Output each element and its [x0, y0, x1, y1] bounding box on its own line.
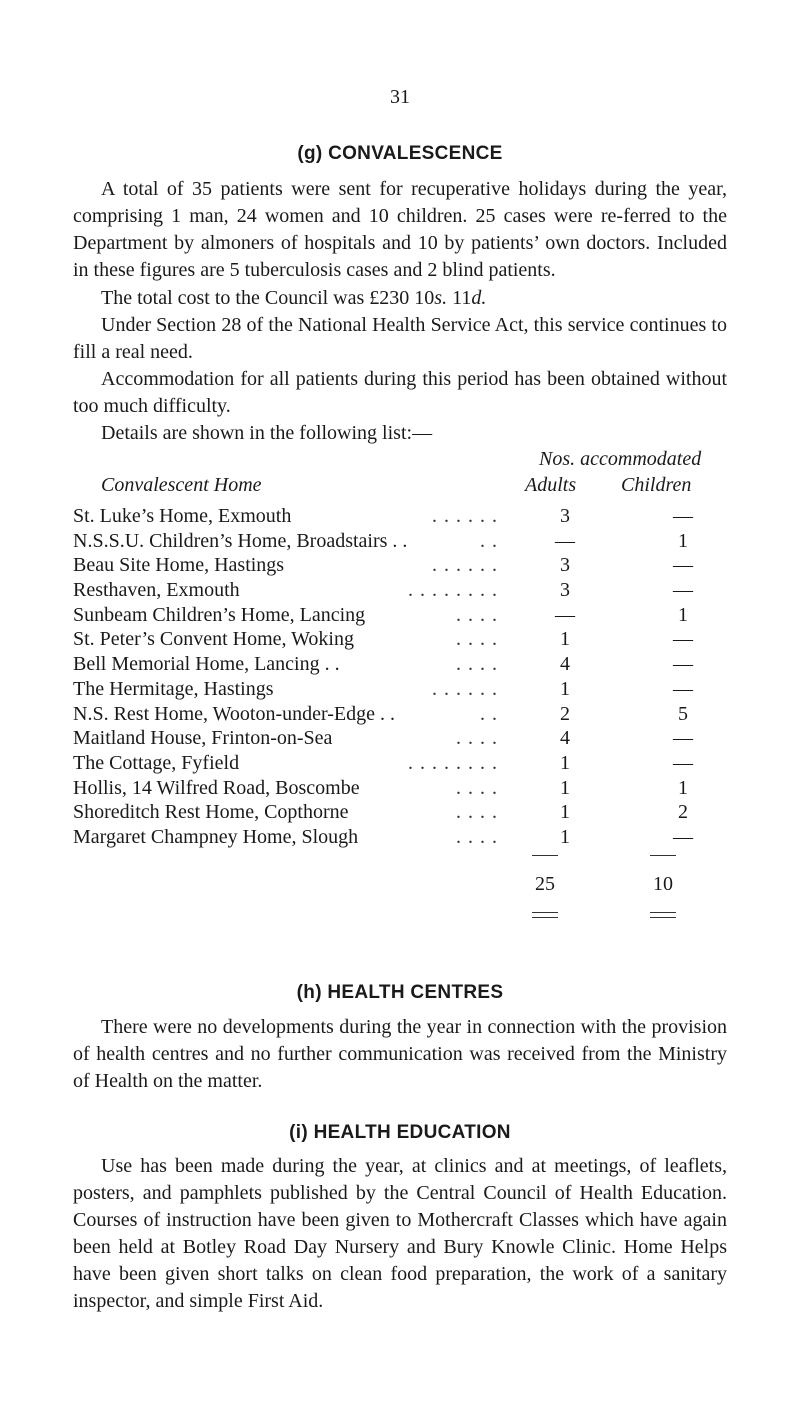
total-children: 10 [653, 873, 673, 895]
adults-value: 1 [560, 677, 570, 700]
section-g-para5: Details are shown in the following list:— [101, 422, 433, 444]
children-value: — [673, 505, 693, 527]
section-h-para: There were no developments during the year in connection with the provision of health centres and no further communication was received from the Ministry of Health on the matter. [73, 1016, 727, 1092]
home-name: Margaret Champney Home, Slough [73, 825, 359, 848]
leader-dots: . . . . . . . . [408, 579, 498, 602]
children-value: 1 [678, 603, 688, 626]
adults-value: 1 [560, 776, 570, 799]
home-name: St. Peter’s Convent Home, Woking [73, 628, 354, 651]
leader-dots: . . . . [456, 603, 498, 626]
adults-value: — [555, 529, 575, 552]
table-row [73, 578, 733, 603]
header-adults: Adults [525, 474, 577, 496]
leader-dots: . . . . [456, 653, 498, 676]
leader-dots: . . . . [456, 727, 498, 750]
adults-value: 1 [560, 801, 570, 824]
adults-value: 3 [560, 505, 570, 527]
home-name: Shoreditch Rest Home, Copthorne [73, 801, 349, 824]
home-name: The Cottage, Fyfield [73, 751, 240, 774]
adults-value: 4 [560, 727, 570, 750]
header-children: Children [621, 474, 692, 496]
section-g-para3: Under Section 28 of the National Health Service Act, this service continues to fill a real need. [73, 314, 727, 363]
section-g-para4: Accommodation for all patients during this period has been obtained without too much difficulty. [73, 368, 727, 417]
home-name: Bell Memorial Home, Lancing . . [73, 653, 340, 676]
table-row [73, 504, 733, 529]
leader-dots: . . . . [456, 776, 498, 799]
section-i-para: Use has been made during the year, at clinics and at meetings, of leaflets, posters, and pamphlets published by the Central Council of Health Education. Courses of instruction have been given to Mothercraft Classes which have again been held at Botley Road Day Nursery and Bury Knowle Clinic. Home Helps have been given short talks on clean food preparation, the work of a sanitary inspector, and simple First Aid. [73, 1155, 727, 1312]
table-row [73, 726, 733, 751]
leader-dots: . . [480, 529, 498, 552]
section-g-para2: The total cost to the Council was £230 10s. 11d. [101, 287, 487, 309]
table-row [73, 800, 733, 825]
home-name: N.S.S.U. Children’s Home, Broadstairs . . [73, 529, 408, 552]
leader-dots: . . [480, 702, 498, 725]
leader-dots: . . . . . . [432, 505, 498, 527]
table-row [73, 776, 733, 801]
home-name: Hollis, 14 Wilfred Road, Boscombe [73, 776, 360, 799]
home-name: Maitland House, Frinton-on-Sea [73, 727, 333, 750]
children-double-rule [650, 912, 676, 918]
children-value: — [673, 554, 693, 577]
children-value: — [673, 727, 693, 750]
adults-value: 2 [560, 702, 570, 725]
home-name: Beau Site Home, Hastings [73, 554, 285, 577]
home-name: Resthaven, Exmouth [73, 579, 240, 602]
adults-value: 1 [560, 825, 570, 848]
table-row [73, 529, 733, 554]
table-row [73, 751, 733, 776]
leader-dots: . . . . . . [432, 677, 498, 700]
leader-dots: . . . . [456, 801, 498, 824]
children-rule [650, 855, 676, 856]
table-row [73, 603, 733, 628]
header-nos-accommodated: Nos. accommodated [539, 448, 702, 470]
section-g-para1: A total of 35 patients were sent for recuperative holidays during the year, comprising 1 man, 24 women and 10 children. 25 cases were re-ferred to the Department by almoners of hospitals and 10 by patients’ own doctors. Included in these figures are 5 tuberculosis cases and 2 blind patients. [73, 178, 727, 281]
children-value: 5 [678, 702, 688, 725]
total-adults: 25 [535, 873, 555, 895]
leader-dots: . . . . [456, 825, 498, 848]
children-value: 2 [678, 801, 688, 824]
home-name: N.S. Rest Home, Wooton-under-Edge . . [73, 702, 396, 725]
home-name: St. Luke’s Home, Exmouth [73, 505, 292, 527]
leader-dots: . . . . . . . . [408, 751, 498, 774]
adults-double-rule [532, 912, 558, 918]
section-g-heading: (g) CONVALESCENCE [297, 143, 503, 164]
children-value: — [673, 653, 693, 676]
page-number: 31 [390, 86, 410, 108]
children-value: — [673, 751, 693, 774]
children-value: 1 [678, 776, 688, 799]
children-value: 1 [678, 529, 688, 552]
adults-value: 1 [560, 751, 570, 774]
leader-dots: . . . . [456, 628, 498, 651]
table-row [73, 627, 733, 652]
adults-rule [532, 855, 558, 856]
children-value: — [673, 825, 693, 848]
home-name: The Hermitage, Hastings [73, 677, 274, 700]
section-i-heading: (i) HEALTH EDUCATION [289, 1122, 511, 1143]
table-row [73, 652, 733, 677]
table-row [73, 825, 733, 850]
table-row [73, 677, 733, 702]
children-value: — [673, 677, 693, 700]
convalescent-homes-table [73, 504, 733, 850]
header-convalescent-home: Convalescent Home [101, 474, 262, 496]
adults-value: 3 [560, 554, 570, 577]
section-h-heading: (h) HEALTH CENTRES [296, 982, 504, 1003]
adults-value: — [555, 603, 575, 626]
table-row [73, 702, 733, 727]
adults-value: 3 [560, 579, 570, 602]
children-value: — [673, 628, 693, 651]
adults-value: 1 [560, 628, 570, 651]
children-value: — [673, 579, 693, 602]
adults-value: 4 [560, 653, 570, 676]
home-name: Sunbeam Children’s Home, Lancing [73, 603, 366, 626]
leader-dots: . . . . . . [432, 554, 498, 577]
table-row [73, 553, 733, 578]
